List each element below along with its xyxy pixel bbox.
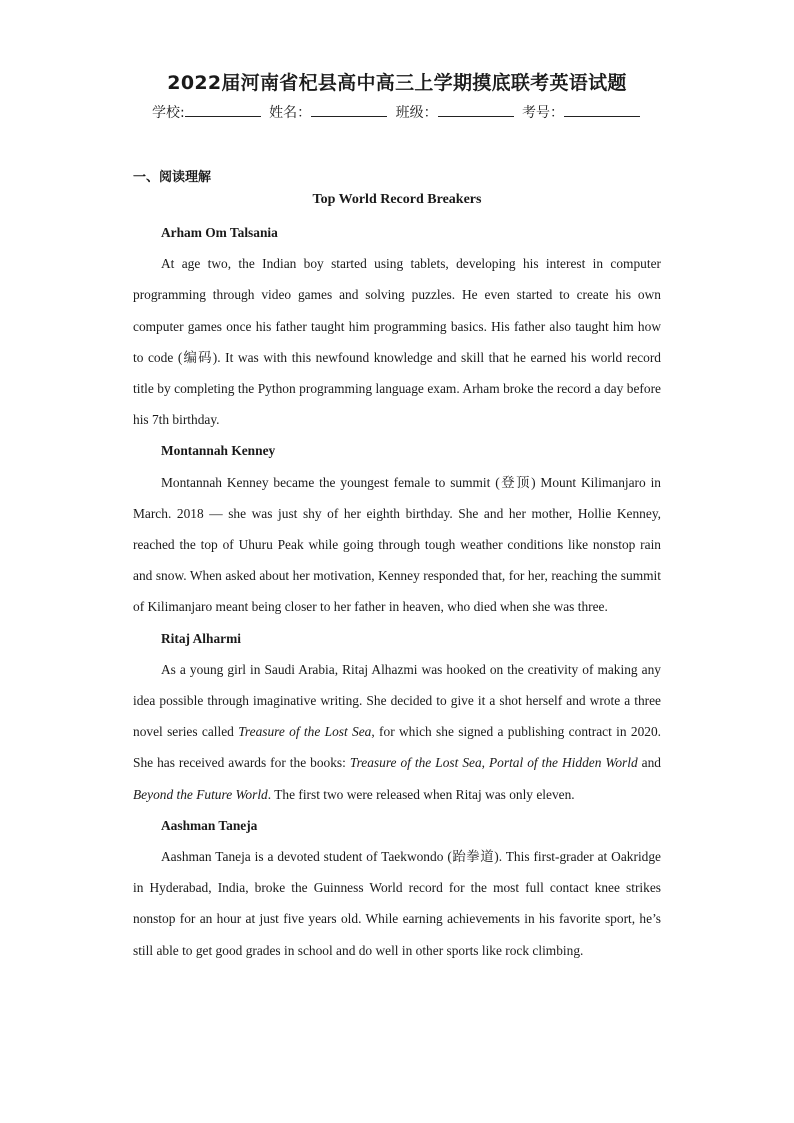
text-segment: and	[637, 755, 661, 771]
book-title: Beyond the Future World	[133, 786, 268, 802]
exam-number-field	[522, 102, 642, 122]
entry-name: Aashman Taneja	[161, 817, 258, 833]
class-field	[396, 102, 516, 122]
school-label: 学校:	[151, 105, 185, 121]
text-segment: . The first two were released when Ritaj was only eleven.	[267, 786, 575, 802]
entry-paragraph	[133, 654, 661, 810]
text-segment: As a young girl in Saudi Arabia, Ritaj Alhazmi was hooked on the creativity of making any idea possible through imaginative writing. She decided to give it a shot herself and wrote a three novel series called	[133, 661, 661, 740]
school-field	[152, 102, 263, 122]
book-title: Treasure of the Lost Sea	[238, 724, 372, 740]
entry-name: Arham Om Talsania	[161, 225, 278, 240]
entry-name: Ritaj Alharmi	[161, 630, 241, 646]
article-title: Top World Record Breakers	[312, 192, 482, 207]
text-segment: ,	[481, 755, 489, 771]
name-field	[269, 102, 389, 122]
exam-number-blank[interactable]	[564, 103, 640, 117]
text-segment: , for which she signed a publishing contract in 2020. She has received awards for the books:	[133, 724, 662, 771]
class-label: 班级：	[395, 105, 438, 121]
book-title: Treasure of the Lost Sea	[349, 755, 482, 771]
section-heading: 一、阅读理解	[133, 170, 212, 185]
name-label: 姓名：	[269, 105, 312, 121]
article-body	[133, 217, 661, 966]
class-blank[interactable]	[438, 103, 514, 117]
exam-title: 2022届河南省杞县高中高三上学期摸底联考英语试题	[167, 72, 627, 94]
entry-paragraph: At age two, the Indian boy started using tablets, developing his interest in computer programming through video games and solving puzzles. He even started to create his own computer games once his father taught him programming basics. His father also taught him how to code (编码). It was with this newfound knowledge and skill that he earned his world record title by completing the Python programming language exam. Arham broke the record a day before his 7th birthday.	[133, 256, 661, 428]
name-blank[interactable]	[311, 103, 387, 117]
student-info-line	[0, 102, 794, 122]
exam-number-label: 考号：	[522, 105, 565, 121]
entry-paragraph: Aashman Taneja is a devoted student of Taekwondo (跆拳道). This first-grader at Oakridge in Hyderabad, India, broke the Guinness World record for the most full contact knee strikes nonstop for an hour at just five years old. While earning achievements in his favorite sport, he’s still able to get good grades in school and do well in other sports like rock climbing.	[133, 849, 661, 958]
school-blank[interactable]	[185, 103, 261, 117]
book-title: Portal of the Hidden World	[489, 755, 638, 771]
entry-name: Montannah Kenney	[161, 443, 276, 459]
entry-paragraph: Montannah Kenney became the youngest female to summit (登顶) Mount Kilimanjaro in March. 2018 — she was just shy of her eighth birthday. She and her mother, Hollie Kenney, reached the top of Uhuru Peak while going through tough weather conditions like nonstop rain and snow. When asked about her motivation, Kenney responded that, for her, reaching the summit of Kilimanjaro meant being closer to her father in heaven, who died when she was three.	[133, 474, 661, 615]
